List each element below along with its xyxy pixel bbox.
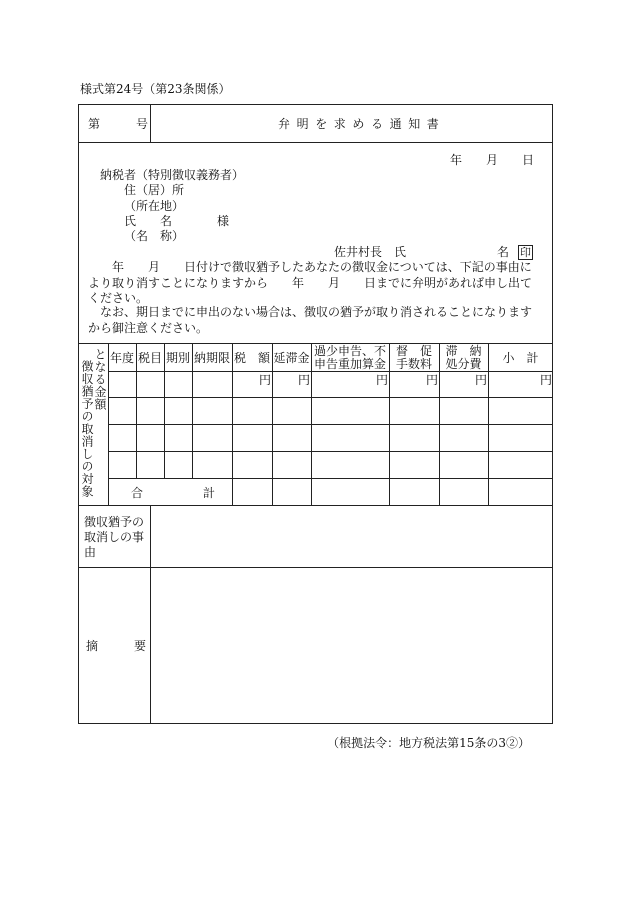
col-header-dunning-line2: 手数料 (395, 357, 432, 371)
legal-basis-note: （根拠法令：地方税法第15条の3②） (327, 736, 530, 750)
header-bottom-border (78, 142, 553, 143)
col-header-due-date: 納期限 (193, 351, 230, 365)
yen-unit-subtotal: 円 (540, 373, 553, 387)
corp-name-label: （名 称） (124, 229, 185, 243)
col-header-subtotal: 小 計 (502, 351, 539, 365)
header-divider (150, 104, 151, 142)
summary-label: 摘 要 (86, 639, 147, 653)
sender-name-suffix: 名 (497, 245, 510, 259)
yen-unit-delinquency: 円 (298, 373, 311, 387)
yen-unit-disposition: 円 (475, 373, 488, 387)
col-header-dunning-line1: 督 促 (395, 344, 432, 358)
document-number-label: 第 号 (88, 117, 149, 131)
table-row-1-bottom (108, 397, 553, 398)
notice-paragraph-1: 年 月 日付けで徴収猶予したあなたの徴収金については、下記の事由により取り消すことになりますから 年 月 日までに弁明があれば申し出てください。 (88, 260, 533, 305)
table-side-label-right: となる金額 (93, 348, 107, 411)
table-row-3-bottom (108, 451, 553, 452)
issue-date-line: 年 月 日 (450, 153, 535, 167)
table-col-4 (232, 343, 233, 505)
col-header-delinquency: 延滞金 (273, 351, 310, 365)
col-header-tax-amount: 税 額 (233, 351, 270, 365)
reason-label-line1: 徴収猶予の (84, 515, 145, 529)
table-row-2-bottom (108, 424, 553, 425)
reason-divider (150, 505, 151, 724)
table-col-9 (488, 343, 489, 505)
honorific-sama: 様 (217, 214, 230, 228)
col-header-disposition-line2: 処分費 (445, 357, 482, 371)
reason-label-line2: 取消しの事 (84, 530, 145, 544)
notice-paragraph-2: なお、期日までに申出のない場合は、徴収の猶予が取り消されることになりますから御注意ください。 (88, 305, 533, 335)
document-title: 弁明を求める通知書 (278, 117, 446, 131)
col-header-disposition-line1: 滞 納 (445, 344, 482, 358)
form-number-label: 様式第24号（第23条関係） (80, 82, 231, 96)
sender-title: 佐井村長 氏 (334, 245, 407, 259)
taxpayer-label: 納税者（特別徴収義務者） (100, 168, 245, 182)
location-label: （所在地） (124, 199, 185, 213)
table-col-side (108, 343, 109, 505)
yen-unit-dunning: 円 (426, 373, 439, 387)
col-header-period: 期別 (165, 351, 190, 365)
col-header-penalty-line2: 申告重加算金 (313, 357, 386, 371)
col-header-tax-item: 税目 (137, 351, 162, 365)
address-label: 住（居）所 (124, 183, 185, 197)
name-label: 氏 名 (124, 214, 173, 228)
col-header-penalty-line1: 過少申告、不 (313, 344, 386, 358)
table-side-label-left: 徴収猶予の取消しの対象 (80, 360, 94, 498)
yen-unit-penalty: 円 (376, 373, 389, 387)
col-header-year: 年度 (109, 351, 134, 365)
yen-unit-tax-amount: 円 (259, 373, 272, 387)
reason-label-line3: 由 (84, 545, 97, 559)
total-row-label: 合 計 (131, 486, 216, 500)
table-header-bottom (108, 371, 553, 372)
seal-stamp: 印 (520, 246, 531, 259)
table-col-5 (272, 343, 273, 505)
table-row-4-bottom (108, 478, 553, 479)
